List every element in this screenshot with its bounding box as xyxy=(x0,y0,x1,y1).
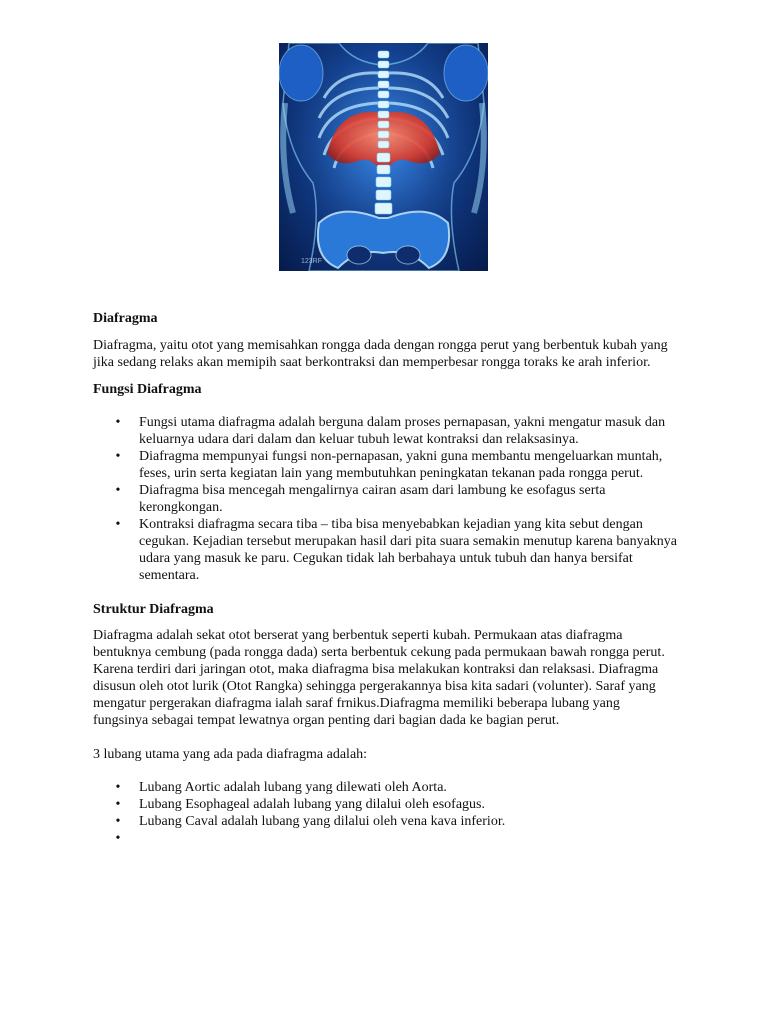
bullet-icon: • xyxy=(115,780,121,795)
bullet-icon: • xyxy=(115,449,121,464)
paragraph-lubang-intro: 3 lubang utama yang ada pada diafragma adalah: xyxy=(93,747,368,762)
bullet-icon: • xyxy=(115,483,121,498)
bullet-icon: • xyxy=(115,814,121,829)
list-item: • Diafragma bisa mencegah mengalirnya cairan asam dari lambung ke esofagus serta kerongkongan. xyxy=(93,482,678,516)
fungsi-list xyxy=(93,414,678,584)
watermark-text: 123RF xyxy=(301,258,323,265)
paragraph-diafragma: Diafragma, yaitu otot yang memisahkan rongga dada dengan rongga perut yang berbentuk kubah yang jika sedang relaks akan memipih saat berkontraksi dan memperbesar rongga toraks ke arah inferior. xyxy=(93,338,668,370)
list-item: • Lubang Esophageal adalah lubang yang dilalui oleh esofagus. xyxy=(93,796,678,813)
document-body xyxy=(93,310,678,847)
bullet-icon: • xyxy=(115,415,121,430)
anatomy-illustration xyxy=(279,43,488,271)
list-item: • Lubang Aortic adalah lubang yang dilewati oleh Aorta. xyxy=(93,779,678,796)
lubang-list xyxy=(93,779,678,847)
bullet-icon: • xyxy=(115,517,121,532)
list-item: • Kontraksi diafragma secara tiba – tiba bisa menyebabkan kejadian yang kita sebut dengan cegukan. Kejadian tersebut merupakan hasil dari pita suara semakin menutup karena banyaknya udara yang masuk ke paru. Cegukan tidak lah berbahaya untuk tubuh dan hanya bersifat sementara. xyxy=(93,516,678,584)
bullet-icon: • xyxy=(115,797,121,812)
list-item xyxy=(93,830,678,847)
section-heading-diafragma: Diafragma xyxy=(93,311,158,326)
list-item: • Lubang Caval adalah lubang yang dilalui oleh vena kava inferior. xyxy=(93,813,678,830)
diaphragm-xray-image xyxy=(279,43,488,271)
paragraph-struktur: Diafragma adalah sekat otot berserat yang berbentuk seperti kubah. Permukaan atas diafragma bentuknya cembung (pada rongga dada) serta berbentuk cekung pada permukaan bawah rongga perut. Karena terdiri dari jaringan otot, maka diafragma bisa melakukan kontraksi dan relaksasi. Diafragma disusun oleh otot lurik (Otot Rangka) sehingga pergerakannya bisa kita sadari (volunter). Saraf yang mengatur pergerakan diafragma ialah saraf frnikus.Diafragma memiliki beberapa lubang yang fungsinya sebagai tempat lewatnya organ penting dari bagian dada ke bagian perut. xyxy=(93,628,665,728)
bullet-icon: • xyxy=(115,831,121,846)
list-item: • Diafragma mempunyai fungsi non-pernapasan, yakni guna membantu mengeluarkan muntah, feses, urin serta kegiatan lain yang membutuhkan peningkatan tekanan pada rongga perut. xyxy=(93,448,678,482)
list-item: • Fungsi utama diafragma adalah berguna dalam proses pernapasan, yakni mengatur masuk dan keluarnya udara dari dalam dan keluar tubuh lewat kontraksi dan relaksasinya. xyxy=(93,414,678,448)
section-heading-fungsi: Fungsi Diafragma xyxy=(93,382,202,397)
section-heading-struktur: Struktur Diafragma xyxy=(93,602,214,617)
